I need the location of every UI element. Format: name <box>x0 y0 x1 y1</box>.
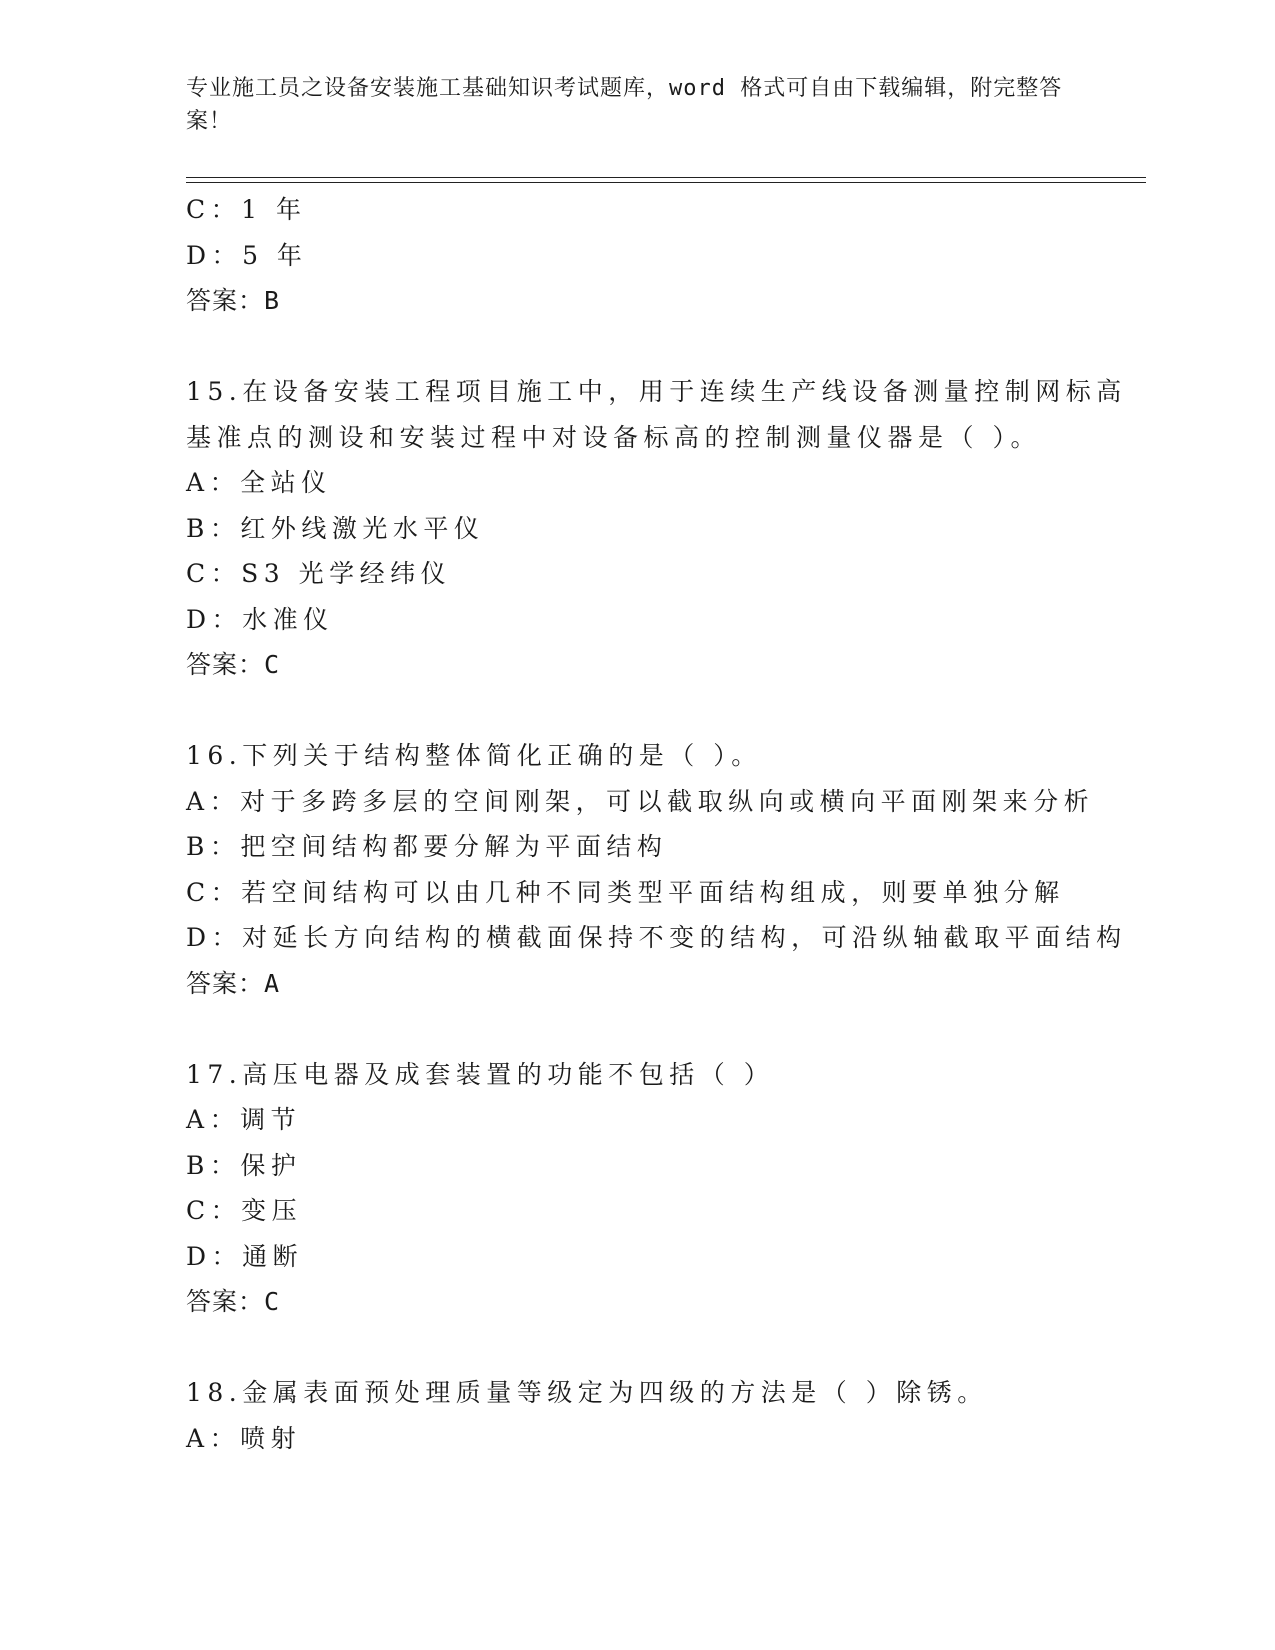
option-line: A：全站仪 <box>186 468 332 497</box>
option-line: C：若空间结构可以由几种不同类型平面结构组成，则要单独分解 <box>186 877 1065 907</box>
header-double-rule <box>186 177 1146 183</box>
option-line: D：水准仪 <box>186 604 334 634</box>
spacer <box>186 1006 1146 1052</box>
option-line: C：变压 <box>186 1196 303 1225</box>
option-line: A：喷射 <box>186 1423 302 1453</box>
option-line: A：调节 <box>186 1105 302 1134</box>
document-header: 专业施工员之设备安装施工基础知识考试题库，word 格式可自由下载编辑，附完整答案！ <box>186 76 1063 134</box>
answer-line: 答案：B <box>186 286 281 315</box>
question-stem: 17.高压电器及成套装置的功能不包括（ ） <box>186 1059 775 1089</box>
option-line: A：对于多跨多层的空间刚架，可以截取纵向或横向平面刚架来分析 <box>186 786 1095 816</box>
option-line: C：S3 光学经纬仪 <box>186 559 452 588</box>
question-stem: 基准点的测设和安装过程中对设备标高的控制测量仪器是（ ）。 <box>186 422 1041 452</box>
option-line: D：5 年 <box>186 240 308 270</box>
question-stem: 18.金属表面预处理质量等级定为四级的方法是（ ）除锈。 <box>186 1378 988 1407</box>
answer-line: 答案：A <box>186 968 281 998</box>
question-stem: 15.在设备安装工程项目施工中，用于连续生产线设备测量控制网标高 <box>186 377 1127 406</box>
option-line: D：通断 <box>186 1241 304 1271</box>
spacer <box>186 324 1146 370</box>
option-line: C：1 年 <box>186 195 307 224</box>
question-stem: 16.下列关于结构整体简化正确的是（ ）。 <box>186 741 762 770</box>
option-line: B：红外线激光水平仪 <box>186 513 485 543</box>
option-line: B：保护 <box>186 1150 302 1180</box>
option-line: B：把空间结构都要分解为平面结构 <box>186 832 668 861</box>
spacer <box>186 688 1146 734</box>
option-line: D：对延长方向结构的横截面保持不变的结构，可沿纵轴截取平面结构 <box>186 923 1127 952</box>
spacer <box>186 1325 1146 1371</box>
question-list <box>186 187 1146 1461</box>
answer-line: 答案：C <box>186 650 281 679</box>
answer-line: 答案：C <box>186 1287 281 1316</box>
